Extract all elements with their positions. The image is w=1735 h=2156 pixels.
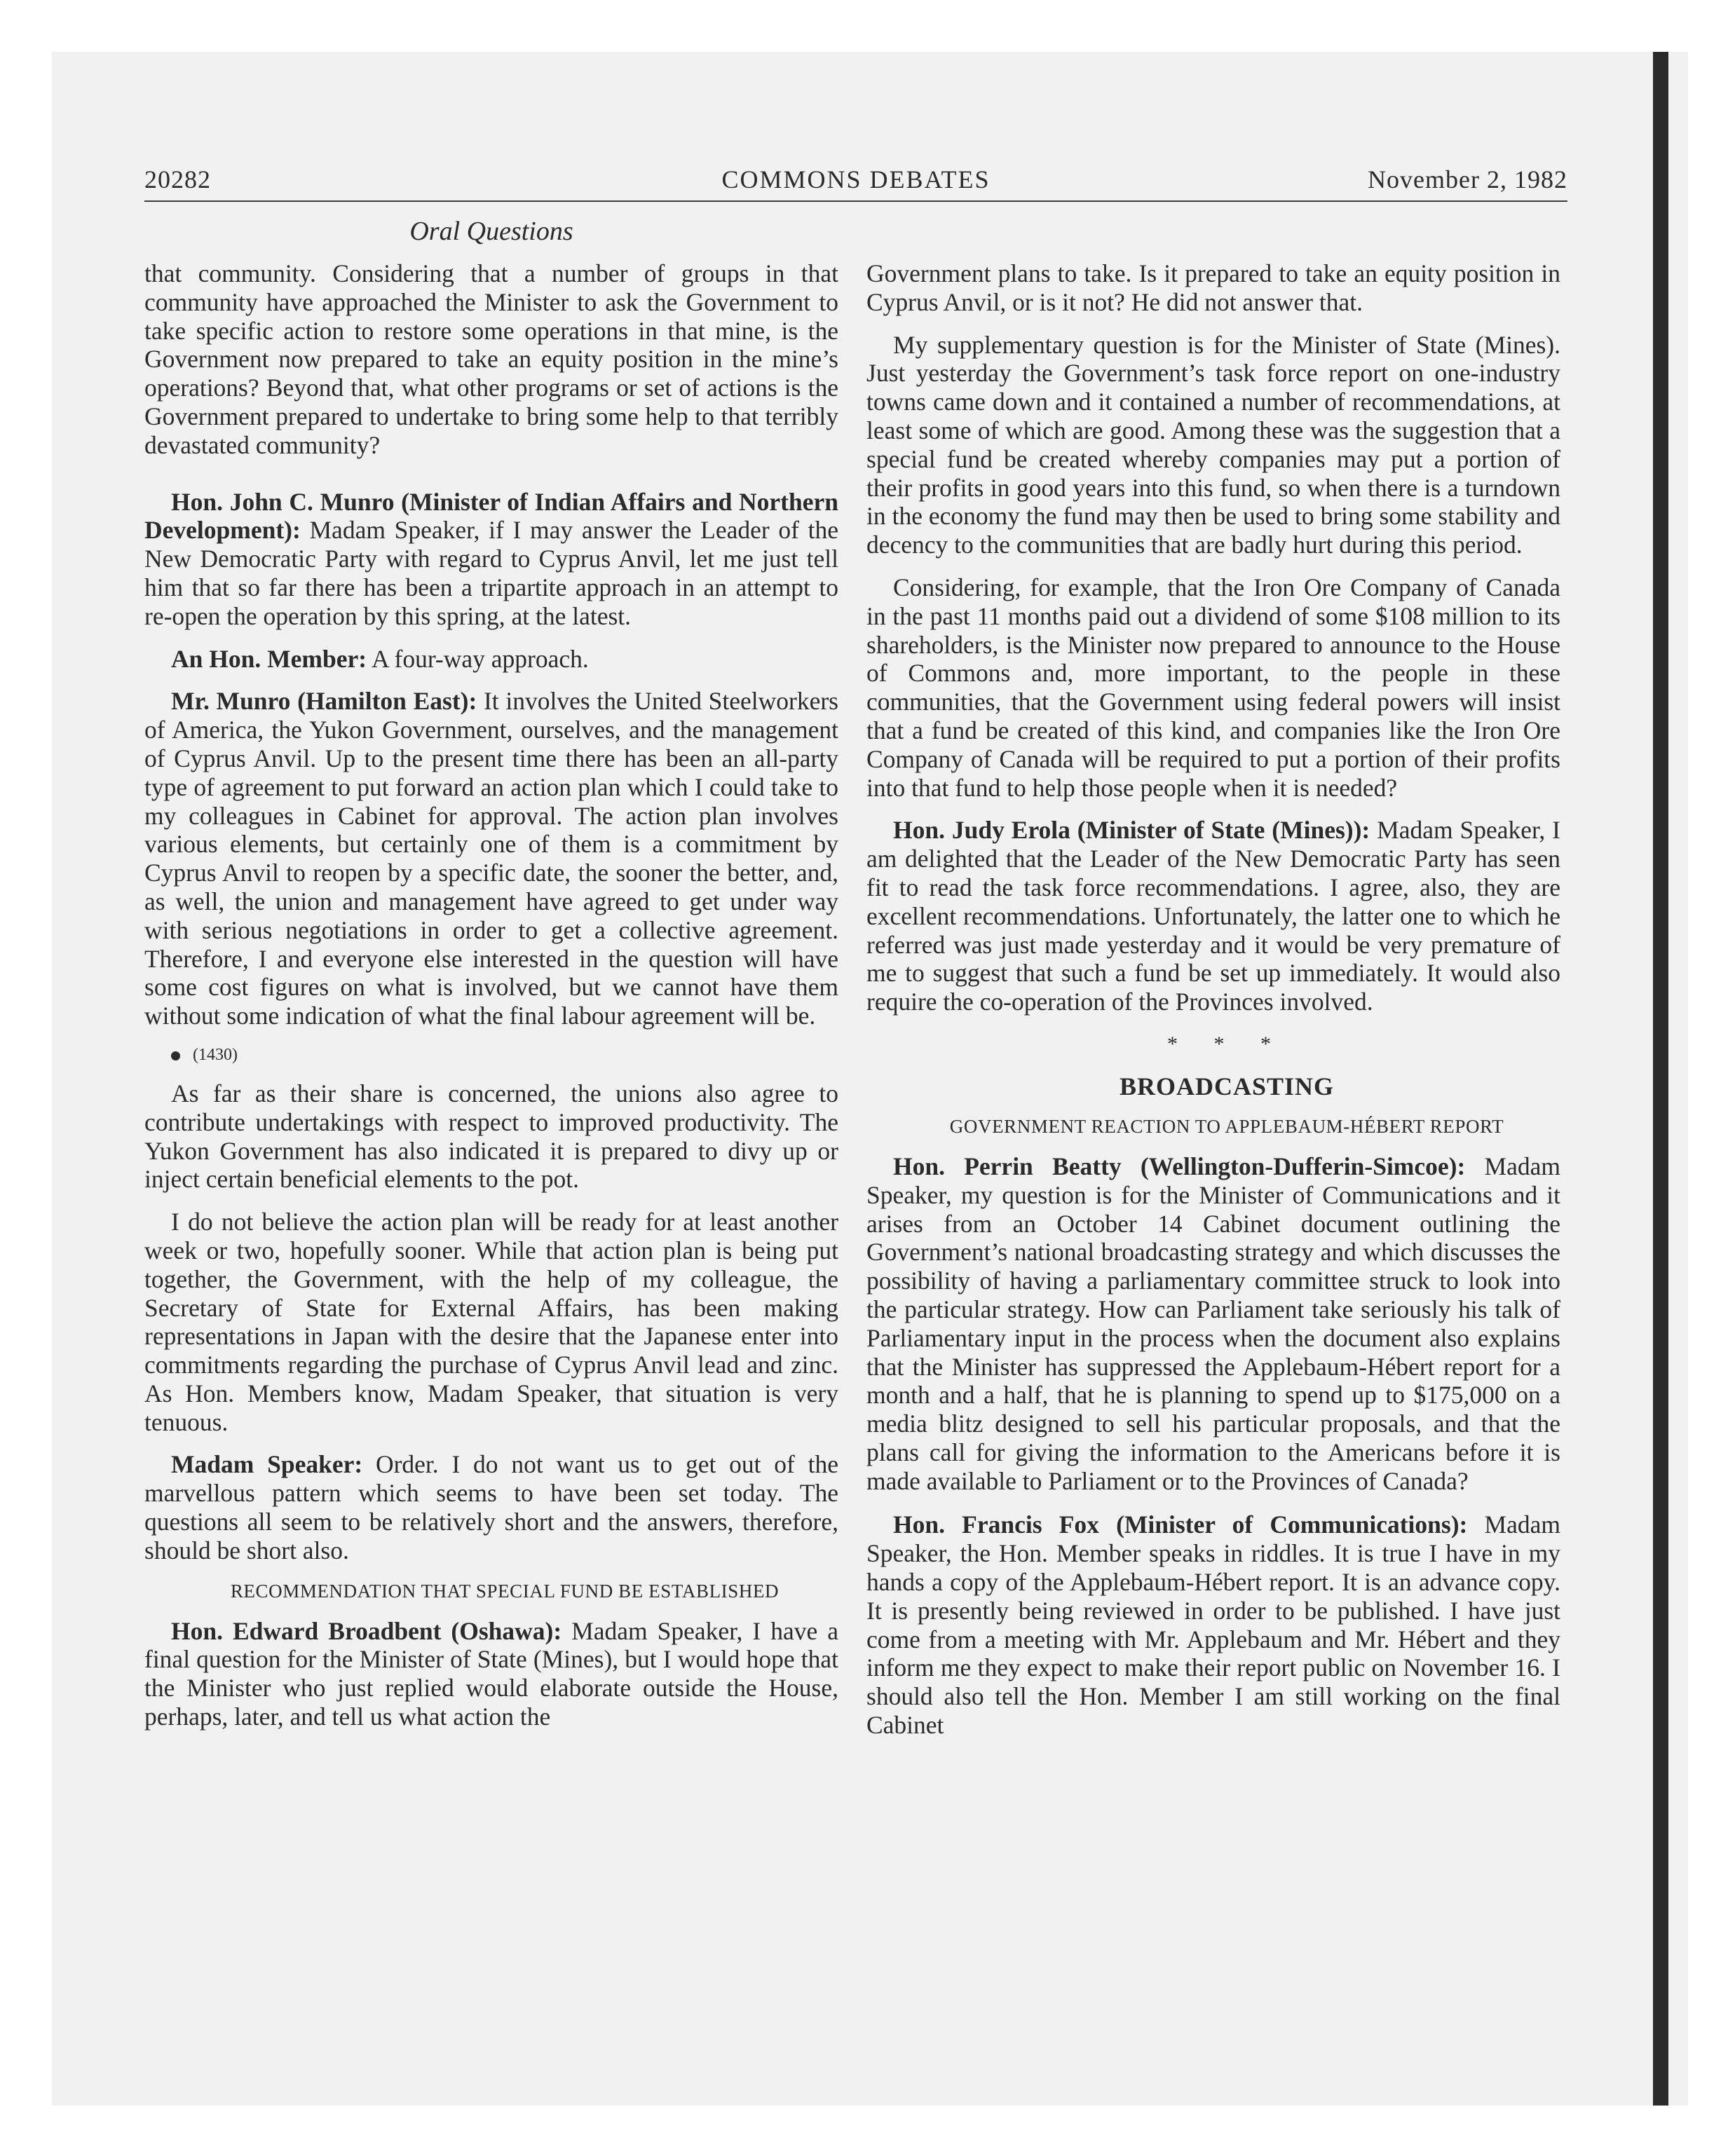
issue-date: November 2, 1982 [1368,165,1567,193]
speaker-name: Mr. Munro (Hamilton East): [171,687,477,716]
section-separator: * * * [1167,1032,1286,1056]
paragraph: As far as their share is concerned, the unions also agree to contribute undertakings with respect to improved productivity. The Yukon Government has also indicated it is prepared to divy up or inject certain beneficial elements to the pot. [144,1079,838,1194]
speaker-name: Hon. Perrin Beatty (Wellington-Dufferin-Simcoe): [893,1152,1466,1180]
paragraph: Considering, for example, that the Iron Ore Company of Canada in the past 11 months paid out a dividend of some $108 million to its shareholders, is the Minister now prepared to announce to the House of Commons and, more important, to the people in these communities, that the Government using federal powers will insist that a fund be created of this kind, and companies like the Iron Ore Company of Canada will be required to put a portion of their profits into that fund to help those people when it is needed? [866,573,1560,802]
header-rule [144,200,1567,202]
speech [866,1510,1560,1739]
speech [866,1152,1560,1496]
section-heading: BROADCASTING [1119,1072,1335,1100]
speech-text: Madam Speaker, I have a final question for the Minister of State (Mines), but I would hope that the Minister who just replied would elaborate outside the House, perhaps, later, and tell us what action the [144,1616,838,1731]
bullet-icon [171,1051,180,1060]
right-column [866,259,1560,1754]
section-label: Oral Questions [409,217,573,246]
speech [144,687,838,1030]
speaker-name: Hon. Judy Erola (Minister of State (Mines)): [893,816,1370,845]
running-header [144,165,1567,200]
speech [144,1450,838,1564]
speaker-name: Hon. John C. Munro (Minister of Indian Affairs and Northern Development): [144,487,838,545]
paragraph: My supplementary question is for the Minister of State (Mines). Just yesterday the Government’s task force report on one-industry towns came down and it contained a number of recommendations, at least some of which are good. Among these was the suggestion that a special fund be created whereby companies may put a portion of their profits in good years into this fund, so when there is a turndown in the economy the fund may then be used to bring some stability and decency to the communities that are badly hurt during this period. [866,330,1560,559]
speaker-name: Hon. Francis Fox (Minister of Communications): [893,1510,1468,1539]
left-column [144,259,838,1745]
speech-text: It involves the United Steelworkers of America, the Yukon Government, ourselves, and the management of Cyprus Anvil. Up to the present time there has been an all-party type of agreement to put forward an action plan which I could take to my colleagues in Cabinet for approval. The action plan involves various elements, but certainly one of them is a commitment by Cyprus Anvil to reopen by a specific date, the sooner the better, and, as well, the union and management have agreed to get under way with serious negotiations in order to get a collective agreement. Therefore, I and everyone else interested in the question will have some cost figures on what is involved, but we cannot have them without some indication of what the final labour agreement will be. [144,687,839,1030]
speech-text: Madam Speaker, my question is for the Minister of Communications and it arises from an October 14 Cabinet document outlining the Government’s national broadcasting strategy and which discusses the possibility of having a parliamentary committee struck to look into the particular strategy. How can Parliament take seriously his talk of Parliamentary input in the process when the document also explains that the Minister has suppressed the Applebaum-Hébert report for a month and a half, that he is planning to spend up to $175,000 on a media blitz designed to sell his particular proposals, and that the plans call for giving the information to the Americans before it is made available to Parliament or to the Provinces of Canada? [866,1152,1560,1495]
speaker-name: Hon. Edward Broadbent (Oshawa): [171,1616,562,1645]
speaker-name: Madam Speaker: [171,1450,363,1479]
speech [144,645,838,674]
speech-text: A four-way approach. [367,644,589,673]
speech-text: Madam Speaker, I am delighted that the Leader of the New Democratic Party has seen fit to read the task force recommendations. I agree, also, they are excellent recommendations. Unfortunately, the latter one to which he referred was just made yesterday and it would be very premature of me to suggest that such a fund be set up immediately. It would also require the co-operation of the Provinces involved. [866,816,1560,1016]
speech [866,816,1560,1016]
time-marker [144,1044,838,1065]
paragraph: Government plans to take. Is it prepared to take an equity position in Cyprus Anvil, or is it not? He did not answer that. [866,259,1560,316]
speech [144,488,838,631]
time-marker-text: (1430) [193,1045,238,1064]
page-number: 20282 [144,165,211,193]
speaker-name: An Hon. Member: [171,644,367,673]
subheading: GOVERNMENT REACTION TO APPLEBAUM-HÉBERT REPORT [949,1115,1504,1137]
speech-text: Order. I do not want us to get out of the marvellous pattern which seems to have been set today. The questions all seem to be relatively short and the answers, therefore, should be short also. [144,1450,838,1564]
speech-text: Madam Speaker, if I may answer the Leader of the New Democratic Party with regard to Cyprus Anvil, let me just tell him that so far there has been a tripartite approach in an attempt to re-open the operation by this spring, at the latest. [144,516,838,630]
speech-text: Madam Speaker, the Hon. Member speaks in riddles. It is true I have in my hands a copy of the Applebaum-Hébert report. It is an advance copy. It is presently being reviewed in order to be published. I have just come from a meeting with Mr. Applebaum and Mr. Hébert and they inform me they expect to make their report public on November 16. I should also tell the Hon. Member I am still working on the final Cabinet [866,1510,1560,1740]
subheading: RECOMMENDATION THAT SPECIAL FUND BE ESTABLISHED [230,1580,780,1602]
speech [144,1617,838,1731]
paragraph: that community. Considering that a number of groups in that community have approached the Minister to ask the Government to take specific action to restore some operations in that mine, is the Government now prepared to take an equity position in the mine’s operations? Beyond that, what other programs or set of actions is the Government prepared to undertake to bring some help to that terribly devastated community? [144,259,838,459]
publication-title: COMMONS DEBATES [721,165,991,193]
scan-edge-bar [1653,52,1668,2106]
paragraph: I do not believe the action plan will be ready for at least another week or two, hopefully sooner. While that action plan is being put together, the Government, with the help of my colleague, the Secretary of State for External Affairs, has been making representations in Japan with the desire that the Japanese enter into commitments regarding the purchase of Cyprus Anvil lead and zinc. As Hon. Members know, Madam Speaker, that situation is very tenuous. [144,1208,838,1436]
